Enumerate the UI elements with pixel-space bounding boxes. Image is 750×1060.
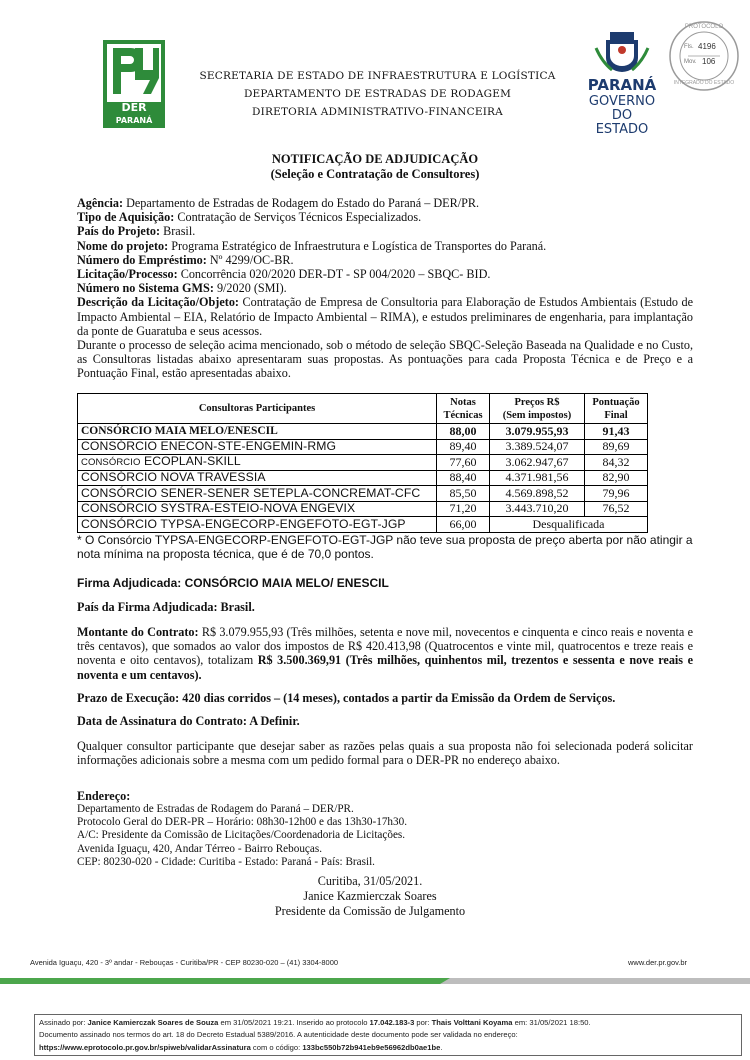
info-value: Concorrência 020/2020 DER-DT - SP 004/2020 – SBQC- BID. [177, 267, 491, 282]
cell-consultora: CONSÓRCIO MAIA MELO/ENESCIL [78, 424, 437, 440]
cell-nota: 77,60 [437, 455, 490, 471]
info-label: Agência: [77, 196, 124, 210]
footer-address: Avenida Iguaçu, 420 - 3º andar - Rebouças - Curitiba/PR - CEP 80230-020 – (41) 3304-8000 [30, 958, 339, 967]
header-notas-l2: Técnicas [443, 409, 483, 421]
info-value: Nº 4299/OC-BR. [206, 252, 294, 267]
table-row [78, 439, 648, 455]
stamp-mov-number: 106 [702, 57, 716, 66]
sigbox-text: em 31/05/2021 19:21. Inserido ao protocolo [218, 1018, 370, 1027]
cell-consultora-name: ECOPLAN-SKILL [140, 454, 241, 469]
cell-pontuacao: 79,96 [585, 486, 648, 502]
info-value: Contratação de Serviços Técnicos Especializados. [174, 210, 422, 225]
endereco-line: A/C: Presidente da Comissão de Licitações/Coordenadoria de Licitações. [77, 829, 406, 842]
sigbox-text: . [440, 1042, 443, 1052]
cell-preco: 4.371.981,56 [490, 470, 585, 486]
stamp-top-text: PROTOCOLO [684, 24, 724, 30]
header-precos-l2: (Sem impostos) [502, 409, 572, 421]
signature-name: Janice Kazmierczak Soares [303, 889, 437, 903]
protocol-stamp [668, 20, 740, 92]
title-line-1: NOTIFICAÇÃO DE ADJUDICAÇÃO [271, 152, 479, 166]
info-label: Número do Empréstimo: [77, 252, 207, 267]
parana-do-estado: DO ESTADO [595, 108, 649, 137]
cell-consultora: CONSÓRCIO ENECON-STE-ENGEMIN-RMG [78, 439, 437, 455]
info-value: 9/2020 (SMI). [213, 281, 287, 296]
consultoras-table [77, 393, 648, 533]
cell-consultora [78, 455, 437, 471]
firma-adjudicada: Firma Adjudicada: CONSÓRCIO MAIA MELO/ ENESCIL [77, 576, 389, 590]
cell-nota: 85,50 [437, 486, 490, 502]
parana-logo [584, 30, 660, 137]
info-numero-emprestimo [77, 253, 693, 267]
header-notas [437, 394, 490, 424]
parana-governo: GOVERNO [588, 94, 656, 109]
montante-total: R$ 3.500.369,91 (Três milhões, quinhentos mil, trezentos e sessenta e nove reais e noventa e um centavos). [77, 653, 693, 682]
info-objeto [77, 295, 693, 338]
stamp-fls-label: Fls. [684, 44, 694, 50]
cell-preco: 3.062.947,67 [490, 455, 585, 471]
info-pais-projeto [77, 224, 693, 238]
signature-block [230, 874, 510, 919]
title-line-2: (Seleção e Contratação de Consultores) [270, 167, 480, 181]
consultoras-table-wrapper [77, 393, 648, 533]
signature-role: Presidente da Comissão de Julgamento [274, 904, 466, 918]
cell-consultora-prefix: CONSÓRCIO [81, 457, 141, 469]
cell-consultora: CONSÓRCIO SENER-SENER SETEPLA-CONCREMAT-CFC [78, 486, 437, 502]
sigbox-text: com o código: [250, 1042, 303, 1052]
info-label: Número no Sistema GMS: [77, 281, 214, 296]
cell-preco: 3.389.524,07 [490, 439, 585, 455]
header-pontuacao [585, 394, 648, 424]
table-row [78, 486, 648, 502]
intro-paragraph: Durante o processo de seleção acima mencionado, sob o método de seleção SBQC-Seleção Baseada na Qualidade e no Custo, as Consultoras listadas abaixo apresentaram suas propostas. As pontuações para cada Proposta Técnica e de Preço e a Pontuação Final, estão apresentadas abaixo. [77, 338, 693, 381]
info-label: País do Projeto: [77, 224, 161, 239]
pais-firma: País da Firma Adjudicada: Brasil. [77, 600, 255, 614]
header-notas-l1: Notas [450, 396, 476, 408]
info-label: Licitação/Processo: [77, 267, 178, 282]
info-nome-projeto [77, 239, 693, 253]
table-row [78, 470, 648, 486]
cell-nota: 88,40 [437, 470, 490, 486]
info-agencia [77, 196, 693, 210]
endereco-line: Departamento de Estradas de Rodagem do Paraná – DER/PR. [77, 803, 354, 815]
header-pontuacao-l2: Final [604, 409, 628, 421]
sigbox-validation-link[interactable]: https://www.eprotocolo.pr.gov.br/spiweb/validarAssinatura [39, 1042, 251, 1052]
cell-pontuacao: 84,32 [585, 455, 648, 471]
endereco-line: CEP: 80230-020 - Cidade: Curitiba - Estado: Paraná - País: Brasil. [77, 855, 375, 868]
info-value: Programa Estratégico de Infraestrutura e Logística de Transportes do Paraná. [168, 238, 547, 253]
info-block [77, 196, 693, 381]
cell-nota: 66,00 [437, 517, 490, 533]
cell-pontuacao: 89,69 [585, 439, 648, 455]
sigbox-line-2: Documento assinado nos termos do art. 18 do Decreto Estadual 5389/2016. A autenticidade deste documento pode ser validada no endereço: [39, 1030, 518, 1040]
stamp-fls-number: 4196 [698, 42, 716, 51]
endereco-line: Avenida Iguaçu, 420, Andar Térreo - Bairro Rebouças. [77, 842, 323, 855]
footer-stripe [0, 975, 750, 985]
stamp-mov-label: Mov. [684, 59, 697, 65]
sigbox-text: Assinado por: [39, 1018, 88, 1027]
table-row [78, 501, 648, 517]
header-pontuacao-l1: Pontuação [592, 396, 640, 408]
info-tipo-aquisicao [77, 210, 693, 224]
sigbox-protocol: 17.042.183-3 [369, 1018, 415, 1027]
table-note: * O Consórcio TYPSA-ENGECORP-ENGEFOTO-EGT-JGP não teve sua proposta de preço aberta por não atingir a nota mínima na proposta técnica, que é de 70,0 pontos. [77, 533, 693, 562]
table-row [78, 455, 648, 471]
info-label: Nome do projeto: [77, 238, 169, 253]
endereco-label: Endereço: [77, 789, 131, 803]
objeto-value: Contratação de Empresa de Consultoria para Elaboração de Estudos Ambientais (Estudo de Impacto Ambiental – EIA, Relatório de Impacto Ambiental – RIMA), e estudos preliminares de engenharia, para implantação da ponte de Guaratuba e seus acessos. [77, 295, 693, 338]
montante-label: Montante do Contrato: [77, 625, 199, 639]
parana-name: PARANÁ [587, 76, 657, 94]
objeto-label: Descrição da Licitação/Objeto: [77, 295, 239, 310]
info-value: Brasil. [160, 224, 196, 239]
signature-place-date: Curitiba, 31/05/2021. [317, 874, 423, 888]
sigbox-inserter: Thais Volttani Koyama [431, 1018, 513, 1027]
montante-contrato [77, 625, 693, 682]
cell-preco: 3.079.955,93 [490, 424, 585, 440]
cell-consultora: CONSÓRCIO TYPSA-ENGECORP-ENGEFOTO-EGT-JGP [78, 517, 437, 533]
cell-pontuacao: 91,43 [585, 424, 648, 440]
document-title [190, 152, 560, 182]
info-value: Departamento de Estradas de Rodagem do Estado do Paraná – DER/PR. [123, 196, 480, 210]
der-logo-text: DER [121, 101, 147, 114]
sigbox-line-1 [39, 1017, 737, 1029]
montante-value: R$ 3.079.955,93 (Três milhões, setenta e nove mil, novecentos e cinquenta e cinco reais e noventa e três centavos), que somados ao valor dos impostos de R$ 420.413,98 (Quatrocentos e vinte mil, quatrocentos e treze reais e noventa e oito centavos), totalizam [77, 625, 693, 668]
prazo-execucao: Prazo de Execução: 420 dias corridos – (14 meses), contados a partir da Emissão da Ordem de Serviços. [77, 691, 616, 705]
header-consultoras: Consultoras Participantes [78, 394, 437, 424]
qualquer-consultor: Qualquer consultor participante que desejar saber as razões pelas quais a sua proposta não foi selecionada poderá solicitar informações adicionais sobre a mesma com um pedido formal para o DER-PR no endereço abaixo. [77, 739, 693, 768]
cell-pontuacao: 76,52 [585, 501, 648, 517]
cell-desqualificada: Desqualificada [490, 517, 648, 533]
cell-preco: 3.443.710,20 [490, 501, 585, 517]
endereco-line: Protocolo Geral do DER-PR – Horário: 08h30-12h00 e das 13h30-17h30. [77, 816, 407, 829]
signature-verification-box [34, 1014, 742, 1056]
sigbox-line-3 [39, 1042, 737, 1054]
info-licitacao [77, 267, 693, 281]
info-label: Tipo de Aquisição: [77, 210, 175, 225]
cell-consultora: CONSÓRCIO NOVA TRAVESSIA [78, 470, 437, 486]
cell-nota: 71,20 [437, 501, 490, 517]
endereco-block [77, 803, 677, 869]
cell-pontuacao: 82,90 [585, 470, 648, 486]
header-line-secretaria: SECRETARIA DE ESTADO DE INFRAESTRUTURA E LOGÍSTICA [199, 70, 556, 82]
parana-coat-of-arms-icon [584, 30, 660, 76]
stamp-bottom-text: INTEGRADO DO ESTADO [673, 80, 735, 86]
header-precos-l1: Preços R$ [514, 396, 560, 408]
sigbox-code: 133bc550b72b941eb9e56962db0ae1be [302, 1042, 441, 1052]
footer-website[interactable]: www.der.pr.gov.br [628, 958, 688, 967]
der-logo-subtext: PARANÁ [115, 116, 153, 125]
header-line-departamento: DEPARTAMENTO DE ESTRADAS DE RODAGEM [243, 88, 512, 100]
cell-consultora: CONSÓRCIO SYSTRA-ESTEIO-NOVA ENGEVIX [78, 501, 437, 517]
cell-preco: 4.569.898,52 [490, 486, 585, 502]
header-text [190, 67, 565, 121]
cell-nota: 88,00 [437, 424, 490, 440]
table-row [78, 517, 648, 533]
header-line-diretoria: DIRETORIA ADMINISTRATIVO-FINANCEIRA [252, 106, 503, 118]
data-assinatura: Data de Assinatura do Contrato: A Definir. [77, 714, 300, 728]
table-row [78, 424, 648, 440]
der-logo [103, 40, 165, 128]
sigbox-text: por: [414, 1018, 432, 1027]
info-gms [77, 281, 693, 295]
sigbox-text: em: 31/05/2021 18:50. [512, 1018, 591, 1027]
table-header-row [78, 394, 648, 424]
cell-nota: 89,40 [437, 439, 490, 455]
sigbox-signer: Janice Kamierczak Soares de Souza [87, 1018, 219, 1027]
header-precos [490, 394, 585, 424]
